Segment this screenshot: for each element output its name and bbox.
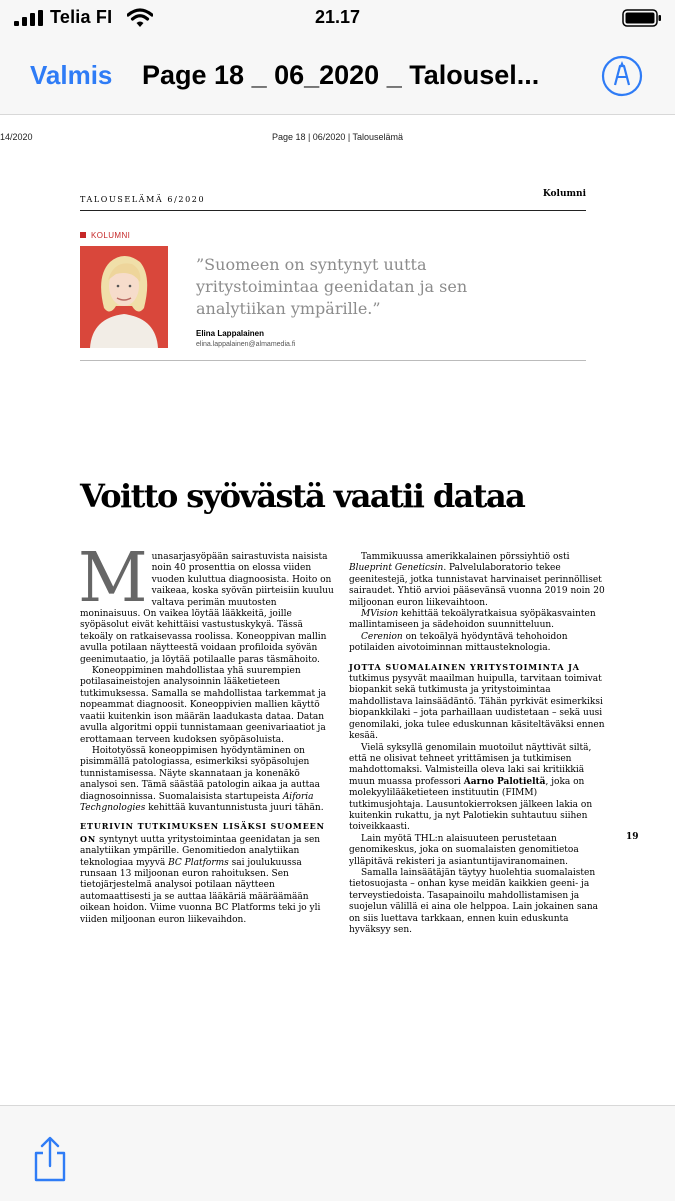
done-button[interactable]: Valmis [30, 60, 113, 90]
lead-in: ETURIVIN TUTKIMUKSEN LISÄKSI SUOMEEN ON [80, 821, 325, 844]
paragraph-text: kehittää kuvantunnistusta juuri tähän. [145, 802, 324, 813]
paragraph [78, 539, 336, 666]
paragraph [80, 821, 336, 926]
paragraph [349, 609, 605, 632]
paragraph-text: sai joulukuussa runsaan 13 miljoonan euron rahoituksen. Sen tietojärjestelmä analysoi potilaan näytteen automaattisesti ja se auttaa lääkäriä määräämään oikean hoidon. Viime vuonna BC Platforms teki jo yli viiden miljoonan euron liikevaihdon. [80, 857, 321, 925]
paragraph-text: on tekoälyä hyödyntävä tehohoidon potilaiden aivotoiminnan mittausteknologia. [349, 631, 568, 654]
paragraph: Samalla lainsäätäjän täytyy huolehtia suomalaisten tietosuojasta – onhan kyse meidän kaikkien geeni- ja terveystiedoista. Tasapainoilu mahdollistamisen ja suojelun välillä ei aina ole helppoa. Lain jokainen sana on siis luettava tarkkaan, ennen kuin eduskunta hyväksyy sen. [349, 867, 599, 935]
company-name: Aiforia Techgnologies [80, 791, 314, 813]
paragraph-text: . Palvelulaboratorio tekee geenitestejä, jotka tunnistavat harvinaiset perinnölliset sairaudet. Yhtiö arvioi pääsevänsä vuonna 2019 noin 20 miljoonan euron liikevaihtoon. [349, 563, 605, 608]
paragraph-text: Tammikuussa amerikkalainen pörssiyhtiö osti [361, 552, 570, 562]
company-name: BC Platforms [168, 857, 229, 868]
paragraph [80, 746, 336, 814]
paragraph-text: Vielä syksyllä genomilain muotoilut näyttivät siltä, että ne olisivat tehneet yrittämisen ja tutkimisen mahdottomaksi. Valmisteilla oleva laki sai kritiikkiä muun muassa professori [349, 742, 592, 787]
column-label-text: KOLUMNI [91, 231, 131, 240]
print-header-title: Page 18 | 06/2020 | Talouselämä [271, 132, 404, 142]
carrier-name: Telia FI [50, 7, 113, 27]
battery-icon [622, 9, 662, 27]
person-name: Aarno Palotieltä [463, 776, 546, 787]
company-name: Cerenion [361, 631, 403, 642]
article-column-right [349, 552, 605, 936]
navigation-bar [0, 36, 675, 115]
author-email: elina.lappalainen@almamedia.fi [196, 341, 296, 348]
company-name: Blueprint Geneticsin [349, 563, 444, 574]
magazine-section: Kolumni [542, 189, 586, 199]
document-title: Page 18 _ 06_2020 _ Talousel... [142, 60, 540, 90]
paragraph-text: Hoitotyössä koneoppimisen hyödyntäminen on pisimmällä patologiassa, esimerkiksi syöpäsolujen tunnistamisessa. Näyte skannataan ja konenäkö analysoi sen. Tämä säästää patologin aikaa ja auttaa diagnosoinnissa. Suomalaisista startupeista [80, 745, 320, 802]
drop-cap: M [78, 539, 148, 618]
paragraph [349, 662, 605, 743]
share-icon[interactable] [30, 1136, 70, 1182]
magazine-header [80, 189, 586, 211]
paragraph-text: syntynyt uutta yritystoimintaa geenidatan ja sen analytiikan ympärille. Genomitiedon analytiikan teknologiaa myyvä [80, 834, 321, 868]
markup-pen-icon[interactable] [600, 54, 644, 98]
paragraph-text: kehittää tekoälyratkaisua syöpäkasvainten mallintamiseen ja sädehoidon suunnitteluun. [349, 609, 596, 631]
author-portrait-icon [80, 246, 168, 348]
paragraph [349, 552, 605, 609]
paragraph: Lain myötä THL:n alaisuuteen perustetaan genomikeskus, joka on suomalaisten genomitietoa ylläpitävä rekisteri ja asiantuntijaviranomainen. [349, 833, 579, 867]
paragraph-text: tutkimus pysyvät maailman huipulla, tarvitaan toimivat biopankit sekä tutkimusta ja yritystoimintaa mahdollistava lainsäädäntö. Tähän pyrkivät esimerkiksi biopankkilaki – jota parhaillaan uudistetaan – sekä uusi genomilaki, joka tulee eduskunnan käsiteltäväksi ennen kesää. [349, 674, 605, 742]
paragraph: Koneoppiminen mahdollistaa yhä suurempien potilasaineistojen analysoinnin lääketieteen tutkimuksessa. Samalla se mahdollistaa tarkemmat ja nopeammat diagnoosit. Koneoppivien mallien käyttö vaatii kuitenkin ison määrän laadukasta dataa. Datan avulla algoritmi oppii tunnistamaan geenivariaatiot ja erottamaan terveen kudoksen syöpäsoluista. [80, 666, 327, 745]
paragraph-text: unasarjasyöpään sairastuvista naisista noin 40 prosenttia on elossa viiden vuoden kuluttua diagnoosista. Hoito on vaikeaa, koska syövän piirteisiin kuuluu valtava perimän muutosten moninaisuus. On vaikea löytää lääkkeitä, joille syöpäsolut eivät kehittäisi vastustuskykyä. Tässä tekoäly on ratkaisevassa roolissa. Koneoppivan mallin avulla potilaan näytteestä voidaan profiloida syövän geenimutaatio, ja löytää potilaalle paras täsmähoito. [80, 552, 334, 665]
column-label [80, 231, 130, 240]
status-time: 21.17 [314, 7, 361, 27]
label-square-icon [80, 232, 86, 238]
divider [80, 360, 586, 361]
magazine-name: TALOUSELÄMÄ 6/2020 [80, 195, 206, 204]
article-headline: Voitto syövästä vaatii dataa [80, 477, 525, 515]
author-photo [80, 246, 168, 348]
paragraph [349, 743, 605, 834]
status-bar [0, 0, 675, 36]
pdf-page[interactable] [0, 115, 675, 1105]
paragraph-text: , joka on molekyylilääketieteen instituutin (FIMM) tutkimusjohtaja. Lausuntokierroksen jälkeen lakia on kuitenkin rukattu, ja nyt Palotiekin suhtautuu siihen toiveikkaasti. [349, 776, 593, 833]
company-name: MVision [361, 609, 399, 620]
page-number: 19 [626, 832, 639, 842]
bottom-toolbar [0, 1105, 675, 1201]
print-date: 14/2020 [0, 132, 33, 142]
paragraph [349, 632, 605, 655]
pull-quote: ”Suomeen on syntynyt uutta yritystoimintaa geenidatan ja sen analytiikan ympärille.” [196, 255, 468, 318]
lead-in: JOTTA SUOMALAINEN YRITYSTOIMINTA JA [349, 661, 580, 672]
article-column-left [78, 539, 336, 926]
author-name: Elina Lappalainen [196, 329, 265, 338]
